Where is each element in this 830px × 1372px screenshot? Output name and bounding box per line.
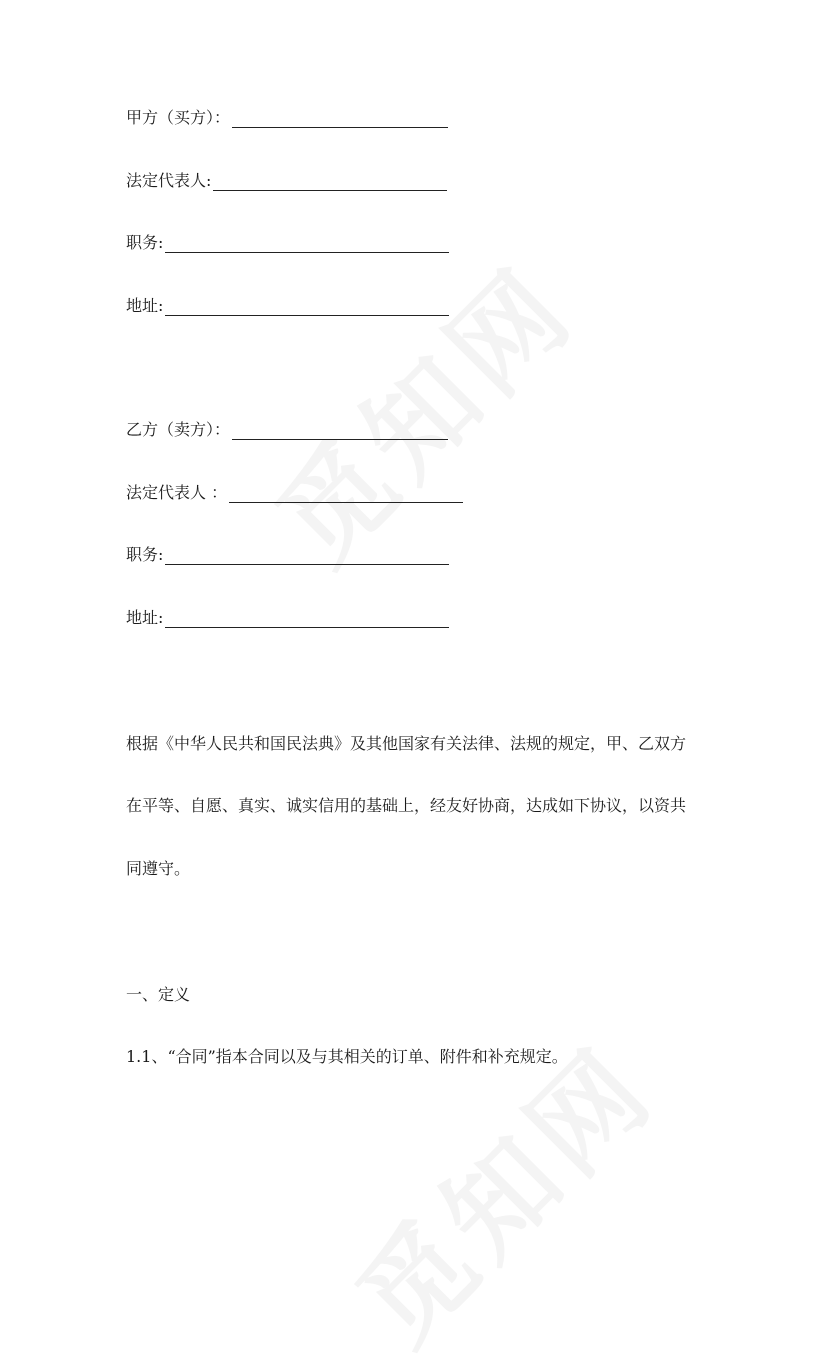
party-a-rep-field[interactable]: [213, 172, 447, 191]
party-b-title-row: [126, 545, 449, 565]
section-heading: 一、定义: [126, 985, 191, 1004]
party-a-title-label: 职务:: [126, 233, 164, 252]
party-b-rep-label: 法定代表人 ：: [126, 483, 228, 502]
party-a-address-label: 地址:: [126, 296, 164, 315]
party-a-name-field[interactable]: [232, 109, 448, 128]
party-b-title-field[interactable]: [165, 546, 449, 565]
watermark: [237, 226, 603, 592]
party-b-rep-field[interactable]: [229, 484, 463, 503]
party-b-address-row: [126, 608, 449, 628]
party-b-address-label: 地址:: [126, 608, 164, 627]
party-b-rep-row: [126, 483, 463, 503]
party-b-title-label: 职务:: [126, 545, 164, 564]
party-a-rep-label: 法定代表人:: [126, 171, 212, 190]
party-b-address-field[interactable]: [165, 609, 449, 628]
preamble-line-3: 同遵守。: [126, 859, 191, 878]
party-a-title-row: [126, 233, 449, 253]
party-b-name-row: [126, 420, 448, 440]
party-a-rep-row: [126, 171, 447, 191]
party-b-name-field[interactable]: [232, 421, 448, 440]
party-a-address-field[interactable]: [165, 297, 449, 316]
preamble-line-2: 在平等、自愿、真实、诚实信用的基础上，经友好协商，达成如下协议，以资共: [126, 796, 687, 815]
clause-1-1: 1.1、“合同”指本合同以及与其相关的订单、附件和补充规定。: [126, 1047, 568, 1066]
preamble-line-1: 根据《中华人民共和国民法典》及其他国家有关法律、法规的规定，甲、乙双方: [126, 734, 687, 753]
party-a-address-row: [126, 296, 449, 316]
party-b-name-label: 乙方（卖方）：: [126, 420, 231, 439]
party-a-name-label: 甲方（买方）：: [126, 108, 231, 127]
party-a-name-row: [126, 108, 448, 128]
party-a-title-field[interactable]: [165, 234, 449, 253]
